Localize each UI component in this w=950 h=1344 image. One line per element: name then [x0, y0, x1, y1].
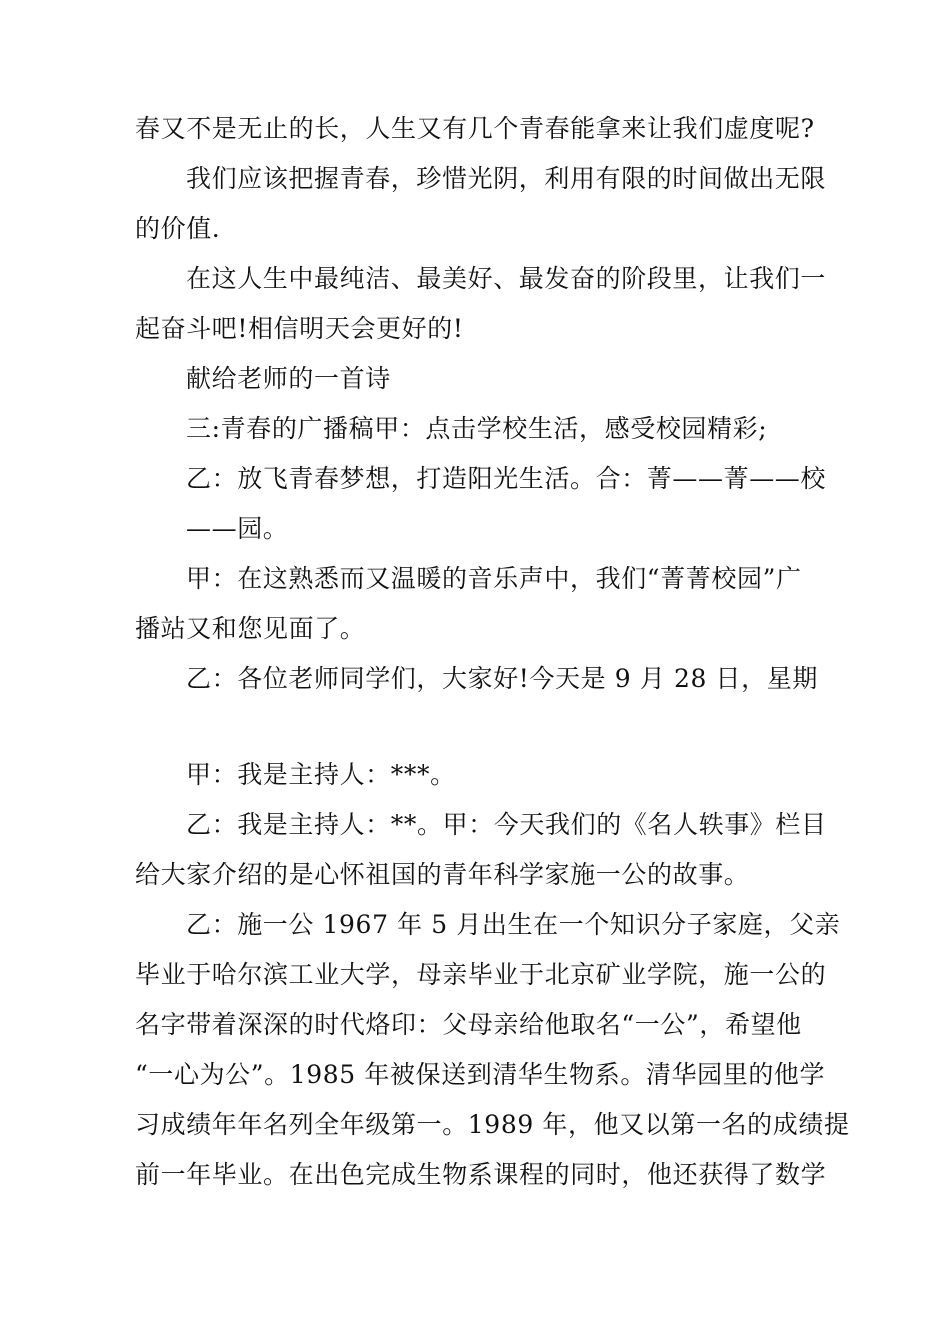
section-heading-line: 三:青春的广播稿甲：点击学校生活，感受校园精彩; — [186, 414, 768, 443]
paragraph-start-line: 乙：我是主持人：**。甲：今天我们的《名人轶事》栏目 — [186, 810, 827, 839]
text-line: 起奋斗吧!相信明天会更好的! — [135, 314, 464, 343]
text-line: 名字带着深深的时代烙印：父母亲给他取名“一公”，希望他 — [135, 1010, 802, 1039]
text-line: “一心为公”。1985 年被保送到清华生物系。清华园里的他学 — [135, 1060, 826, 1089]
blank-gap — [135, 704, 835, 750]
paragraph-start-line: 甲：我是主持人：***。 — [186, 760, 456, 789]
poem-title-line: 献给老师的一首诗 — [186, 364, 391, 393]
text-line: ——园。 — [186, 514, 289, 543]
text-line: 前一年毕业。在出色完成生物系课程的同时，他还获得了数学 — [135, 1160, 827, 1189]
paragraph-start-line: 甲：在这熟悉而又温暖的音乐声中，我们“菁菁校园”广 — [186, 564, 802, 593]
document-body — [135, 104, 850, 1200]
paragraph-start-line: 在这人生中最纯洁、最美好、最发奋的阶段里，让我们一 — [186, 264, 827, 293]
text-line: 给大家介绍的是心怀祖国的青年科学家施一公的故事。 — [135, 860, 750, 889]
text-line: 毕业于哈尔滨工业大学，母亲毕业于北京矿业学院，施一公的 — [135, 960, 827, 989]
paragraph-start-line: 乙：施一公 1967 年 5 月出生在一个知识分子家庭，父亲 — [186, 910, 841, 939]
paragraph-start-line: 我们应该把握青春，珍惜光阴，利用有限的时间做出无限 — [186, 164, 827, 193]
paragraph-start-line: 乙：各位老师同学们，大家好!今天是 9 月 28 日，星期 — [186, 664, 818, 693]
text-line: 春又不是无止的长，人生又有几个青春能拿来让我们虚度呢? — [135, 114, 815, 143]
text-line: 习成绩年年名列全年级第一。1989 年，他又以第一名的成绩提 — [135, 1110, 850, 1139]
paragraph-start-line: 乙：放飞青春梦想，打造阳光生活。合：菁——菁——校 — [186, 464, 827, 493]
text-line: 播站又和您见面了。 — [135, 614, 366, 643]
text-line: 的价值. — [135, 214, 221, 243]
